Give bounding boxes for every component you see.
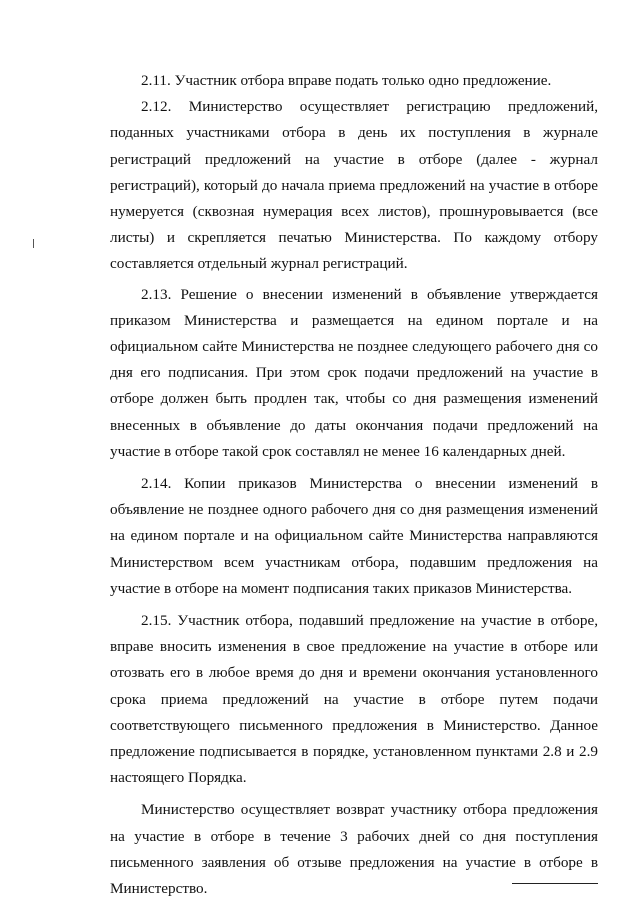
paragraph-2-14: 2.14. Копии приказов Министерства о внесении изменений в объявление не позднее одного рабочего дня со дня размещения изменений на едином портале и на официальном сайте Министерства направляются Министерством всем участникам отбора, подавшим предложения на участие в отборе на момент подписания таких приказов Министерства. xyxy=(110,475,598,597)
paragraph-2-12: 2.12. Министерство осуществляет регистрацию предложений, поданных участниками отбора в день их поступления в журнале регистраций предложений на участие в отборе (далее - журнал регистраций), который до начала приема предложений на участие в отборе нумеруется (сквозная нумерация всех листов), прошнуровывается (все листы) и скрепляется печатью Министерства. По каждому отбору составляется отдельный журнал регистраций. xyxy=(110,98,598,273)
margin-tick-mark xyxy=(33,239,34,248)
paragraph-2-15: 2.15. Участник отбора, подавший предложение на участие в отборе, вправе вносить изменения в свое предложение на участие в отборе или отозвать его в любое время до дня и времени окончания установленного срока приема предложений на участие в отборе путем подачи соответствующего письменного предложения в Министерство. Данное предложение подписывается в порядке, установленном пунктами 2.8 и 2.9 настоящего Порядка. xyxy=(110,612,598,787)
paragraph-return-of-proposal: Министерство осуществляет возврат участнику отбора предложения на участие в отборе в течение 3 рабочих дней со дня поступления письменного заявления об отзыве предложения на участие в отборе в Министерство. xyxy=(110,801,598,898)
bottom-rule-line xyxy=(512,883,598,884)
paragraph-2-13: 2.13. Решение о внесении изменений в объявление утверждается приказом Министерства и размещается на едином портале и на официальном сайте Министерства не позднее следующего рабочего дня со дня его подписания. При этом срок подачи предложений на участие в отборе должен быть продлен так, чтобы со дня размещения изменений внесенных в объявление до даты окончания подачи предложений на участие в отборе такой срок составлял не менее 16 календарных дней. xyxy=(110,285,598,460)
paragraph-2-11: 2.11. Участник отбора вправе подать только одно предложение. xyxy=(141,72,552,89)
document-page xyxy=(110,68,598,902)
